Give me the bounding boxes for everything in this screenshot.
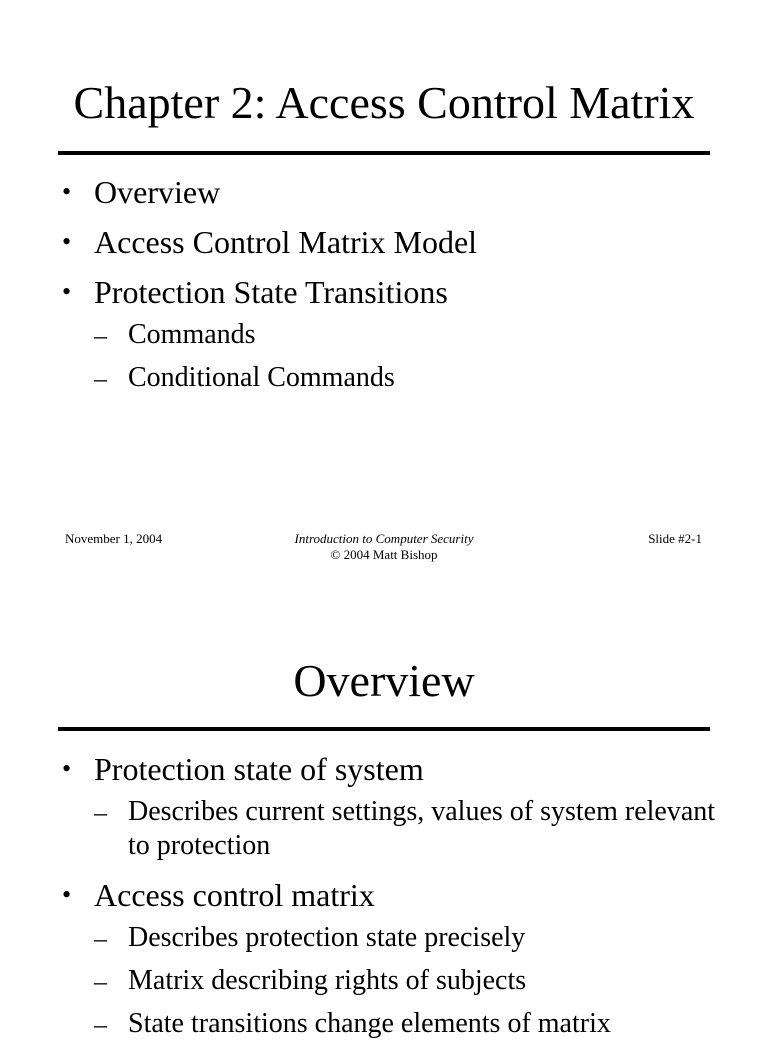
sub-bullet-item bbox=[94, 1007, 728, 1041]
bullet-item bbox=[62, 174, 728, 210]
slide-title: Overview bbox=[293, 655, 475, 706]
bullet-text: Access Control Matrix Model bbox=[94, 224, 478, 260]
dash-marker: – bbox=[94, 798, 107, 827]
sub-bullet-text: Describes protection state precisely bbox=[128, 922, 526, 953]
slide-title: Chapter 2: Access Control Matrix bbox=[73, 77, 695, 128]
dash-marker: – bbox=[94, 1010, 107, 1039]
dash-marker: – bbox=[94, 967, 107, 996]
title-divider bbox=[58, 727, 710, 731]
footer-course-title: Introduction to Computer Security bbox=[294, 531, 474, 546]
bullet-item bbox=[62, 224, 728, 260]
sub-bullet-text: State transitions change elements of matrix bbox=[128, 1008, 611, 1039]
sub-bullet-item bbox=[94, 361, 728, 395]
bullet-item bbox=[62, 751, 728, 863]
bullet-text: Access control matrix bbox=[94, 877, 375, 913]
bullet-text: Protection state of system bbox=[94, 751, 424, 787]
sub-bullet-text: Describes current settings, values of system relevant to protection bbox=[128, 796, 716, 861]
slide-2 bbox=[0, 610, 768, 1039]
bullet-marker: • bbox=[62, 227, 72, 256]
sub-bullet-item bbox=[94, 964, 728, 998]
bullet-item bbox=[62, 877, 728, 1041]
bullet-text: Overview bbox=[94, 174, 221, 210]
bullet-marker: • bbox=[62, 277, 72, 306]
bullet-marker: • bbox=[62, 880, 72, 909]
dash-marker: – bbox=[94, 321, 107, 350]
bullet-item bbox=[62, 274, 728, 395]
sub-bullet-list bbox=[94, 318, 728, 395]
sub-bullet-item bbox=[94, 921, 728, 955]
sub-bullet-item bbox=[94, 795, 728, 863]
footer-date: November 1, 2004 bbox=[65, 531, 163, 546]
bullet-marker: • bbox=[62, 754, 72, 783]
footer-slide-number: Slide #2-1 bbox=[648, 531, 702, 546]
sub-bullet-text: Commands bbox=[128, 319, 256, 350]
sub-bullet-text: Conditional Commands bbox=[128, 362, 395, 393]
dash-marker: – bbox=[94, 364, 107, 393]
sub-bullet-list bbox=[94, 921, 728, 1041]
bullet-text: Protection State Transitions bbox=[94, 274, 448, 310]
dash-marker: – bbox=[94, 924, 107, 953]
sub-bullet-text: Matrix describing rights of subjects bbox=[128, 965, 527, 996]
bullet-marker: • bbox=[62, 177, 72, 206]
sub-bullet-item bbox=[94, 318, 728, 352]
bullet-list bbox=[62, 751, 728, 1055]
sub-bullet-list bbox=[94, 795, 728, 863]
footer-copyright: © 2004 Matt Bishop bbox=[330, 547, 438, 562]
title-divider bbox=[58, 151, 710, 155]
bullet-list bbox=[62, 174, 728, 409]
